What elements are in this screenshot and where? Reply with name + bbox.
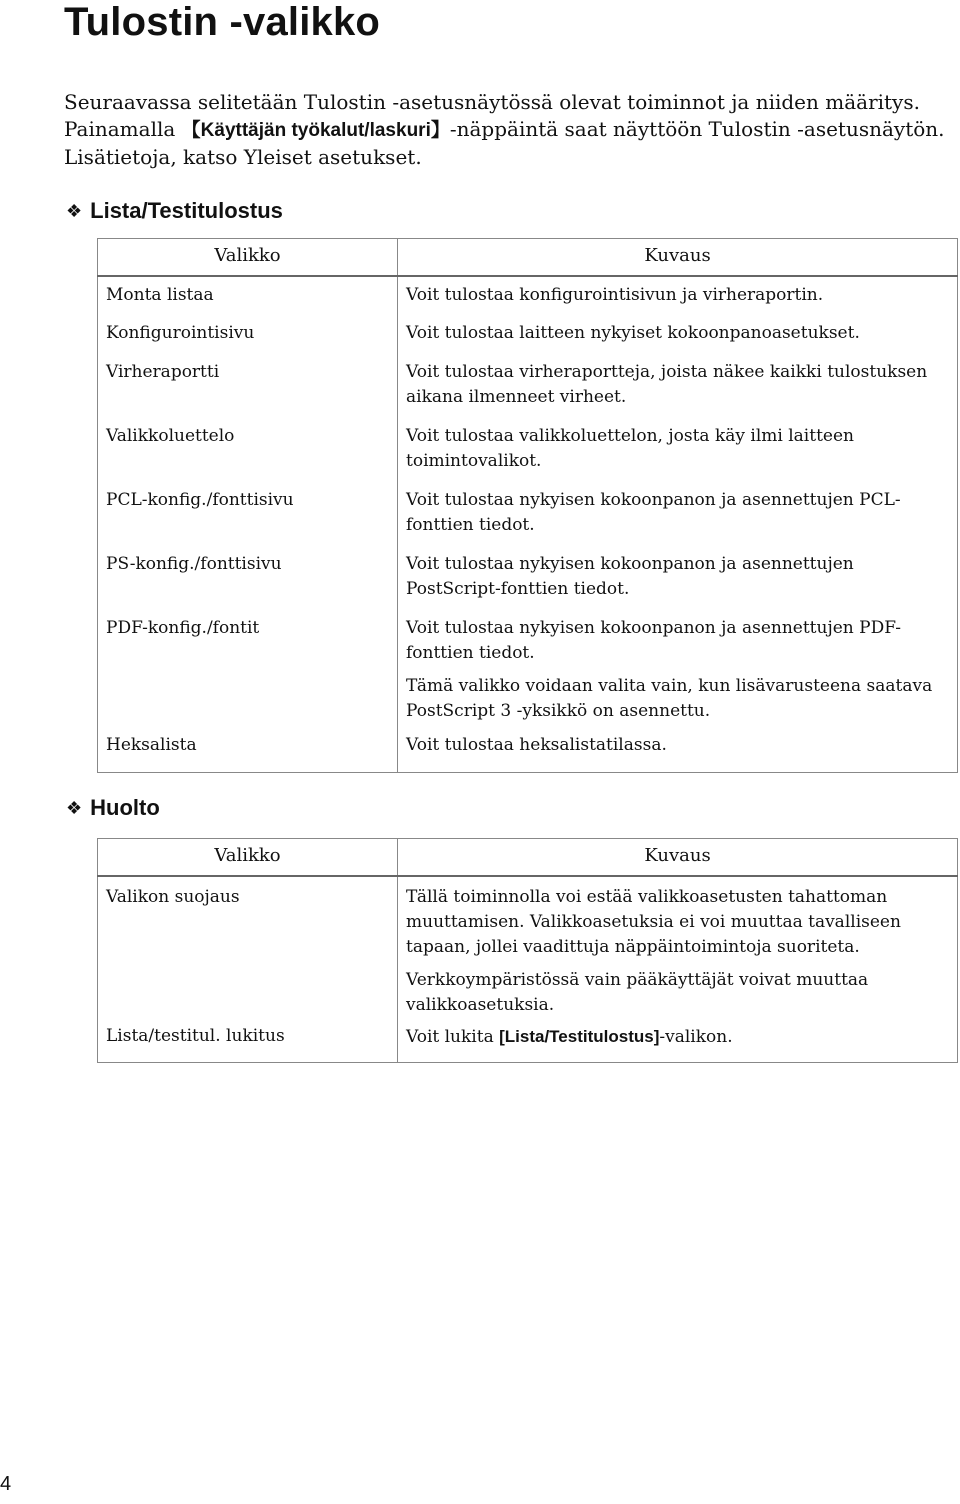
description-text: Voit tulostaa nykyisen kokoonpanon ja asennettujen PDF-fonttien tiedot. <box>406 618 901 663</box>
description-cell <box>398 610 958 731</box>
description-text-end: -valikon. <box>659 1027 733 1047</box>
section-title: Huolto <box>90 795 160 820</box>
table-row <box>98 276 958 315</box>
huolto-table <box>97 838 958 1063</box>
description-text: Tällä toiminnolla voi estää valikkoasetusten tahattoman muuttamisen. Valikkoasetuksia ei voi muuttaa tavalliseen tapaan, jollei vaadittuja näppäintoimintoja suoriteta. <box>406 887 901 957</box>
page-title: Tulostin -valikko <box>64 0 381 44</box>
menu-cell: Monta listaa <box>98 276 398 315</box>
column-header-menu: Valikko <box>98 239 398 277</box>
table-row <box>98 876 958 1022</box>
menu-cell: Lista/testitul. lukitus <box>98 1022 398 1062</box>
column-header-description: Kuvaus <box>398 839 958 877</box>
description-note: Verkkoympäristössä vain pääkäyttäjät voivat muuttaa valikkoasetuksia. <box>406 970 869 1015</box>
description-cell <box>398 1022 958 1062</box>
description-cell <box>398 731 958 772</box>
diamond-bullet-icon: ❖ <box>66 200 83 221</box>
description-text: Voit tulostaa valikkoluettelon, josta käy ilmi laitteen toimintovalikot. <box>406 426 854 471</box>
menu-cell: PCL-konfig./fonttisivu <box>98 482 398 546</box>
menu-cell: PDF-konfig./fontit <box>98 610 398 731</box>
description-cell <box>398 276 958 315</box>
section-heading-huolto <box>66 795 160 821</box>
table-row <box>98 482 958 546</box>
description-cell <box>398 546 958 610</box>
menu-cell: Konfigurointisivu <box>98 315 398 354</box>
diamond-bullet-icon: ❖ <box>66 797 83 818</box>
intro-text-start: Seuraavassa selitetään Tulostin -asetusnäytössä olevat toiminnot ja niiden määritys. Painamalla <box>64 90 920 141</box>
section-title: Lista/Testitulostus <box>90 198 283 223</box>
lista-table <box>97 238 958 773</box>
table-row <box>98 1022 958 1062</box>
table-row <box>98 354 958 418</box>
table-row <box>98 731 958 772</box>
description-text: Voit tulostaa heksalistatilassa. <box>406 735 667 755</box>
description-text: Voit tulostaa nykyisen kokoonpanon ja asennettujen PCL-fonttien tiedot. <box>406 490 901 535</box>
menu-key-label: [Lista/Testitulostus] <box>499 1027 660 1046</box>
description-text-start: Voit lukita <box>406 1027 500 1047</box>
menu-cell: PS-konfig./fonttisivu <box>98 546 398 610</box>
table-row <box>98 315 958 354</box>
table-row <box>98 610 958 731</box>
description-cell <box>398 876 958 1022</box>
description-cell <box>398 482 958 546</box>
page-number: 4 <box>0 1473 12 1495</box>
description-text: Voit tulostaa laitteen nykyiset kokoonpanoasetukset. <box>406 323 860 343</box>
description-text: Voit tulostaa konfigurointisivun ja virheraportin. <box>406 285 824 305</box>
description-cell <box>398 418 958 482</box>
intro-paragraph <box>64 89 950 171</box>
description-text: Voit tulostaa virheraportteja, joista näkee kaikki tulostuksen aikana ilmenneet virheet. <box>406 362 928 407</box>
column-header-description: Kuvaus <box>398 239 958 277</box>
menu-cell: Valikkoluettelo <box>98 418 398 482</box>
description-cell <box>398 354 958 418</box>
description-text: Voit tulostaa nykyisen kokoonpanon ja asennettujen PostScript-fonttien tiedot. <box>406 554 854 599</box>
user-tools-key-label: 【Käyttäjän työkalut/laskuri】 <box>181 120 450 141</box>
section-heading-lista <box>66 198 283 224</box>
table-row <box>98 546 958 610</box>
column-header-menu: Valikko <box>98 839 398 877</box>
intro-text-end: -näppäintä saat näyttöön Tulostin -asetusnäytön. Lisätietoja, katso Yleiset asetukset. <box>64 117 945 169</box>
table-row <box>98 418 958 482</box>
menu-cell: Valikon suojaus <box>98 876 398 1022</box>
description-note: Tämä valikko voidaan valita vain, kun lisävarusteena saatava PostScript 3 -yksikkö on asennettu. <box>406 676 933 721</box>
description-cell <box>398 315 958 354</box>
menu-cell: Virheraportti <box>98 354 398 418</box>
menu-cell: Heksalista <box>98 731 398 772</box>
